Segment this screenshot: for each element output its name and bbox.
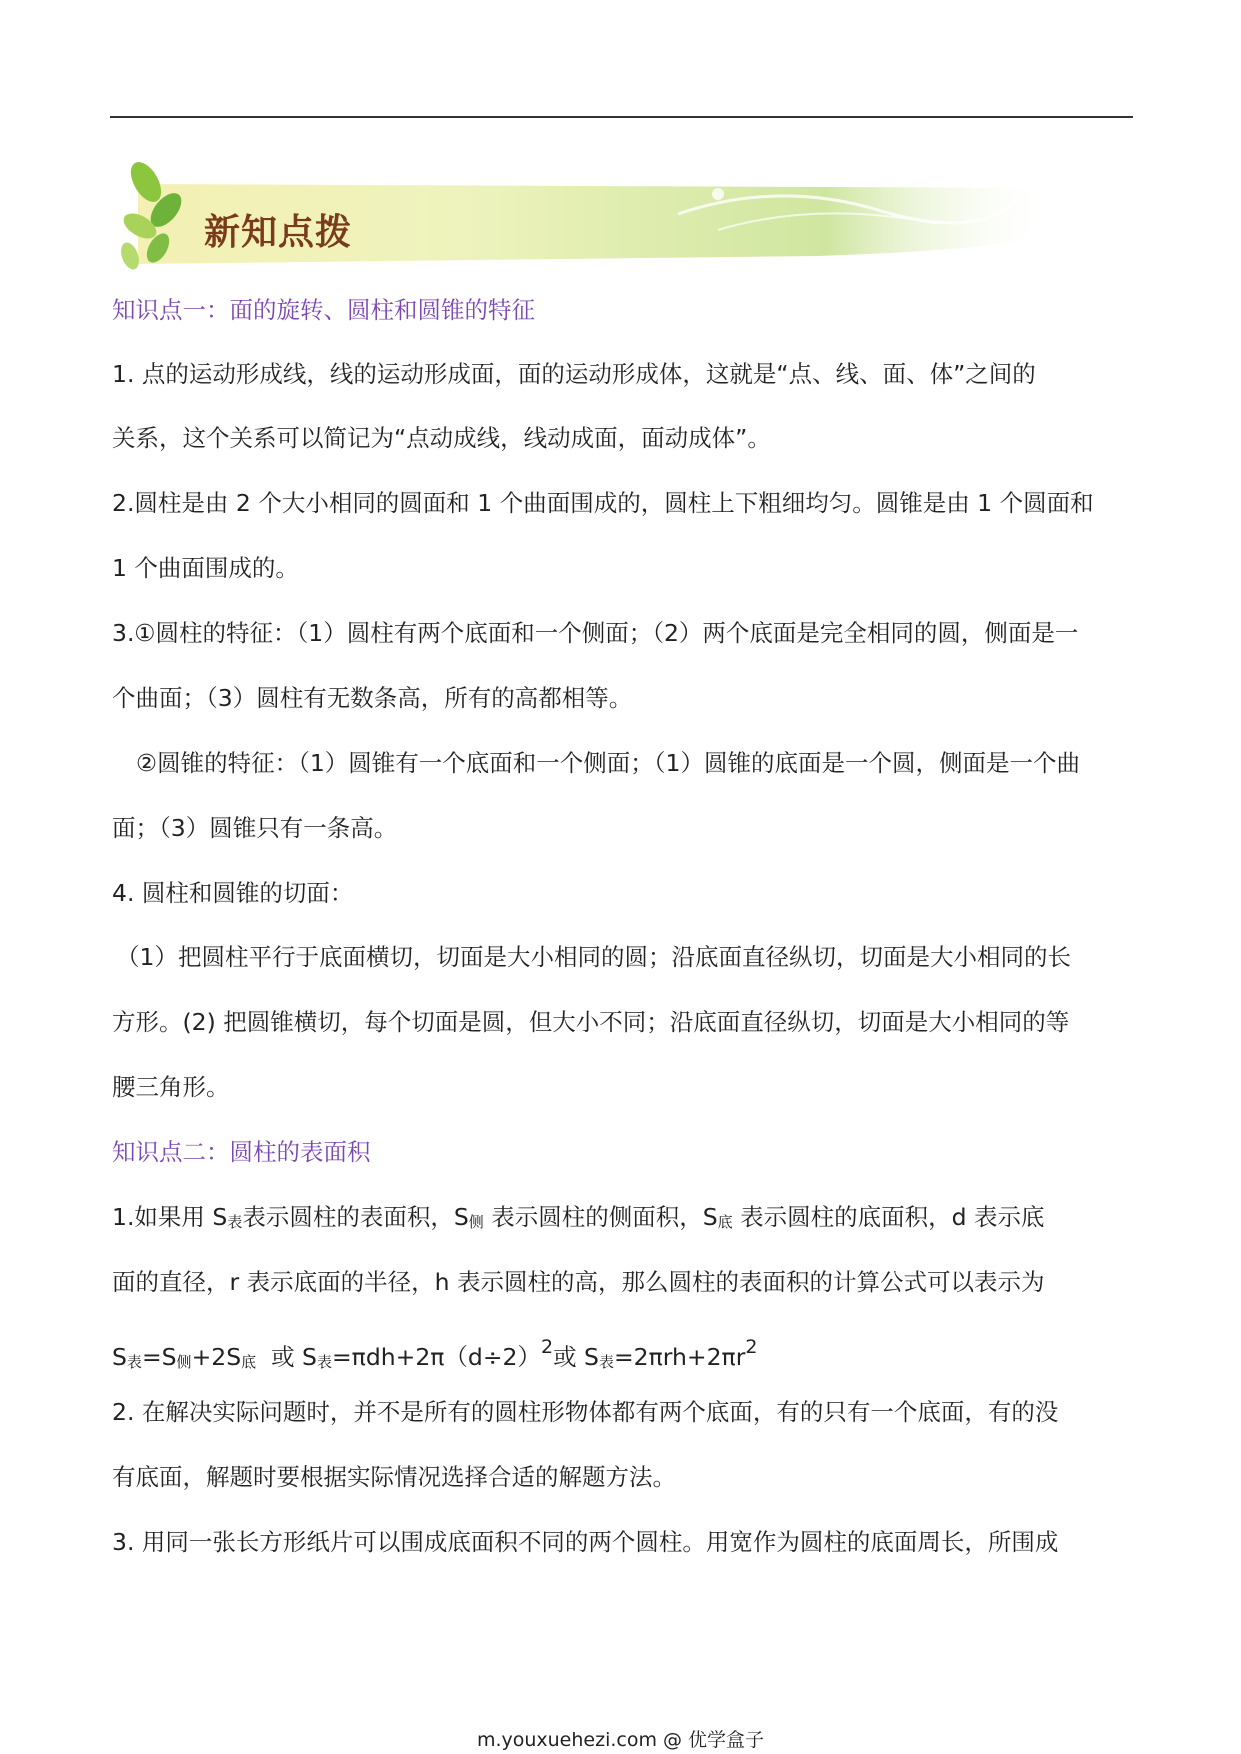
- text-run: =2πrh+2πr: [613, 1343, 746, 1371]
- superscript: 2: [745, 1336, 758, 1358]
- subscript: 表: [316, 1353, 332, 1371]
- text-run: 或 S: [553, 1343, 599, 1371]
- subscript: 底: [241, 1353, 257, 1371]
- text-run: 表示圆柱的底面积，d 表示底: [732, 1203, 1045, 1231]
- paragraph-line: 4. 圆柱和圆锥的切面：: [112, 879, 354, 907]
- section-heading-1: 知识点一：面的旋转、圆柱和圆锥的特征: [112, 296, 535, 324]
- paragraph-line: 1. 点的运动形成线，线的运动形成面，面的运动形成体，这就是“点、线、面、体”之间的: [112, 360, 1036, 388]
- text-run: 1.如果用 S: [112, 1203, 228, 1231]
- paragraph-line: 方形。(2) 把圆锥横切，每个切面是圆，但大小不同；沿底面直径纵切，切面是大小相同的等: [112, 1008, 1070, 1036]
- text-run: S: [112, 1343, 127, 1371]
- paragraph-line: 3. 用同一张长方形纸片可以围成底面积不同的两个圆柱。用宽作为圆柱的底面周长，所围成: [112, 1528, 1059, 1556]
- text-run: =πdh+2π（d÷2）: [331, 1343, 541, 1371]
- formula-line: [112, 1331, 757, 1378]
- text-run: +2S: [191, 1343, 242, 1371]
- subscript: 底: [717, 1213, 733, 1231]
- top-rule: [110, 116, 1133, 118]
- superscript: 2: [540, 1336, 554, 1358]
- subscript: 侧: [176, 1353, 192, 1371]
- subscript: 表: [126, 1353, 142, 1371]
- section-banner: [118, 160, 1078, 272]
- paragraph-line: 关系，这个关系可以简记为“点动成线，线动成面，面动成体”。: [112, 424, 771, 452]
- subscript: 表: [598, 1353, 614, 1371]
- text-run: 或 S: [256, 1343, 317, 1371]
- paragraph-line: 个曲面；（3）圆柱有无数条高，所有的高都相等。: [112, 684, 633, 712]
- section-heading-2: 知识点二：圆柱的表面积: [112, 1138, 371, 1166]
- paragraph-line: 2. 在解决实际问题时，并不是所有的圆柱形物体都有两个底面，有的只有一个底面，有的没: [112, 1398, 1059, 1426]
- banner-title: 新知点拨: [204, 212, 353, 253]
- subscript: 侧: [468, 1213, 484, 1231]
- paragraph-line: 2.圆柱是由 2 个大小相同的圆面和 1 个曲面围成的，圆柱上下粗细均匀。圆锥是由 1 个圆面和: [112, 489, 1094, 517]
- paragraph-line: ②圆锥的特征：（1）圆锥有一个底面和一个侧面；（1）圆锥的底面是一个圆，侧面是一个曲: [136, 749, 1080, 777]
- paragraph-line: 腰三角形。: [112, 1073, 230, 1101]
- paragraph-line: （1）把圆柱平行于底面横切，切面是大小相同的圆；沿底面直径纵切，切面是大小相同的长: [116, 943, 1071, 971]
- text-run: 表示圆柱的侧面积，S: [483, 1203, 718, 1231]
- paragraph-line: 1 个曲面围成的。: [112, 554, 299, 582]
- text-run: =S: [141, 1343, 177, 1371]
- footer-text: m.youxuehezi.com @ 优学盒子: [476, 1729, 765, 1751]
- paragraph-line: 有底面，解题时要根据实际情况选择合适的解题方法。: [112, 1463, 676, 1491]
- paragraph-line: [112, 1201, 1045, 1238]
- subscript: 表: [227, 1213, 243, 1231]
- text-run: 表示圆柱的表面积，S: [242, 1203, 469, 1231]
- paragraph-line: 面；（3）圆锥只有一条高。: [112, 814, 398, 842]
- paragraph-line: 面的直径，r 表示底面的半径，h 表示圆柱的高，那么圆柱的表面积的计算公式可以表示为: [112, 1268, 1045, 1296]
- paragraph-line: 3.①圆柱的特征：（1）圆柱有两个底面和一个侧面；（2）两个底面是完全相同的圆，侧面是一: [112, 619, 1079, 647]
